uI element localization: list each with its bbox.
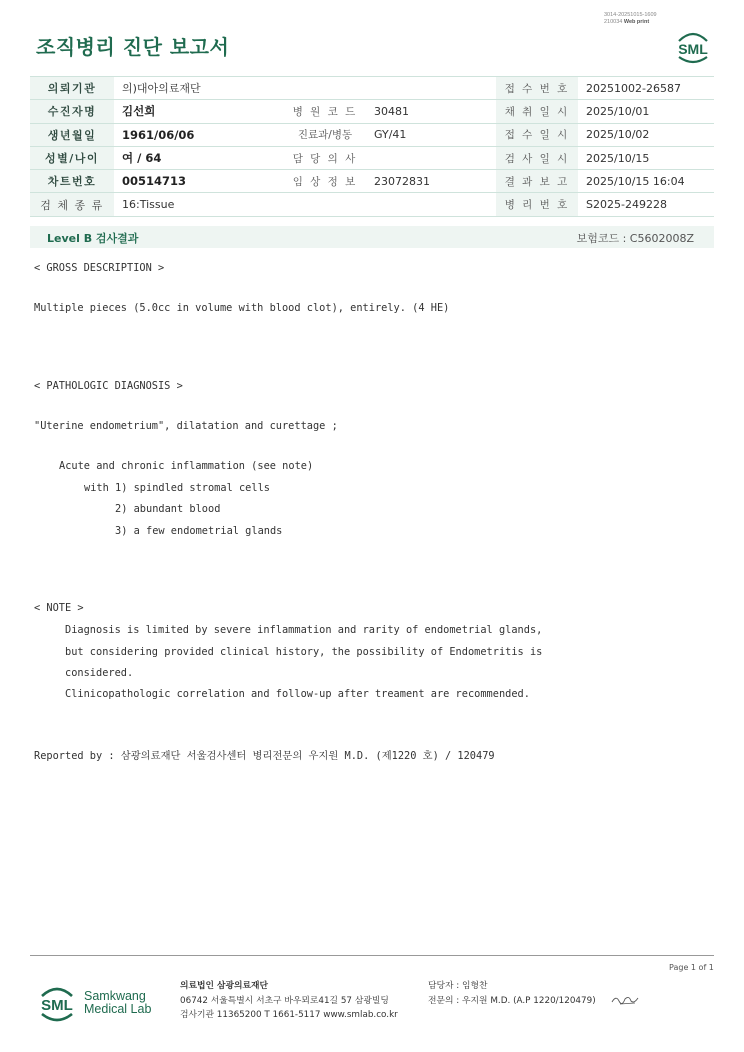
note-line: Diagnosis is limited by severe inflammation and rarity of endometrial glands, [65,624,543,636]
value-patient-name: 김선희 [114,100,284,123]
label-patient-name: 수진자명 [30,100,114,123]
brand-name [84,990,151,1016]
value-specimen-type: 16:Tissue [114,193,496,216]
diagnosis-heading: < PATHOLOGIC DIAGNOSIS > [34,380,183,392]
org-contact: 검사기관 11365200 T 1661-5117 www.smlab.co.kr [180,1010,398,1020]
label-physician: 담 당 의 사 [284,146,366,169]
label-hospital-code: 병 원 코 드 [284,100,366,123]
value-collection-date: 2025/10/01 [578,100,714,123]
page-number: Page 1 of 1 [669,963,714,972]
value-chart-no: 00514713 [114,170,284,193]
label-clinical-info: 임 상 정 보 [284,170,366,193]
label-pathology-no: 병 리 번 호 [496,193,578,216]
print-code-line1: 3014-20251015-1609 [604,12,657,18]
brand-line: Medical Lab [84,1002,152,1016]
value-birth-date: 1961/06/06 [114,123,284,146]
label-test-date: 검 사 일 시 [496,146,578,169]
label-birth-date: 생년월일 [30,123,114,146]
sml-logo-icon [36,980,78,1024]
report-title: 조직병리 진단 보고서 [36,35,230,59]
diagnosis-main: Acute and chronic inflammation (see note) [59,460,314,472]
label-receipt-no: 접 수 번 호 [496,77,578,100]
org-name: 의료법인 삼광의료재단 [180,981,269,991]
label-receipt-date: 접 수 일 시 [496,123,578,146]
specialist: 전문의 : 우지원 M.D. (A.P 1220/120479) [428,995,596,1006]
label-referring-org: 의뢰기관 [30,77,114,100]
info-row [30,77,714,100]
label-specimen-type: 검 체 종 류 [30,193,114,216]
info-row [30,146,714,169]
value-receipt-no: 20251002-26587 [578,77,714,100]
org-address: 06742 서울특별시 서초구 바우뫼로41길 57 삼광빌딩 [180,995,389,1006]
label-result-report: 결 과 보 고 [496,170,578,193]
print-label: Web print [623,19,650,25]
value-receipt-date: 2025/10/02 [578,123,714,146]
logo-text: SML [41,997,73,1014]
info-row [30,170,714,193]
footer-staff-info [428,979,596,1008]
brand-line: Samkwang [84,989,146,1003]
insurance-code: 보험코드 : C5602008Z [576,232,694,245]
label-department: 진료과/병동 [284,123,366,146]
diagnosis-site: "Uterine endometrium", dilatation and curettage ; [34,420,338,432]
value-sex-age: 여 / 64 [114,146,284,169]
note-line: considered. [65,667,134,679]
level-label: Level B 검사결과 [47,232,139,245]
diagnosis-item: 2) abundant blood [115,503,221,515]
label-sex-age: 성별/나이 [30,146,114,169]
gross-text: Multiple pieces (5.0cc in volume with blood clot), entirely. (4 HE) [34,302,450,314]
reported-by: Reported by : 삼광의료재단 서울검사센터 병리전문의 우지원 M.D. (제1220 호) / 120479 [34,750,495,762]
info-row [30,100,714,123]
value-referring-org: 의)대아의료재단 [114,77,496,100]
manager: 담당자 : 임형찬 [428,981,488,991]
diagnosis-item: with 1) spindled stromal cells [84,482,270,494]
signature [611,993,641,1007]
logo-text: SML [678,41,708,57]
footer-divider [30,955,714,956]
patient-info-table [30,76,714,217]
note-line: Clinicopathologic correlation and follow-up after treament are recommended. [65,688,530,700]
print-code [604,12,657,26]
print-code-line2: 210034 [604,19,623,25]
info-row [30,193,714,216]
info-row [30,123,714,146]
note-heading: < NOTE > [34,602,84,614]
note-line: but considering provided clinical history, the possibility of Endometritis is [65,646,543,658]
level-result-bar [30,226,714,248]
value-result-report: 2025/10/15 16:04 [578,170,714,193]
value-pathology-no: S2025-249228 [578,193,714,216]
value-physician [366,146,496,169]
label-collection-date: 채 취 일 시 [496,100,578,123]
value-test-date: 2025/10/15 [578,146,714,169]
value-hospital-code: 30481 [366,100,496,123]
label-chart-no: 차트번호 [30,170,114,193]
gross-heading: < GROSS DESCRIPTION > [34,262,165,274]
value-department: GY/41 [366,123,496,146]
footer-org-info [180,979,398,1023]
diagnosis-item: 3) a few endometrial glands [115,525,283,537]
value-clinical-info: 23072831 [366,170,496,193]
sml-logo-icon [673,27,713,65]
